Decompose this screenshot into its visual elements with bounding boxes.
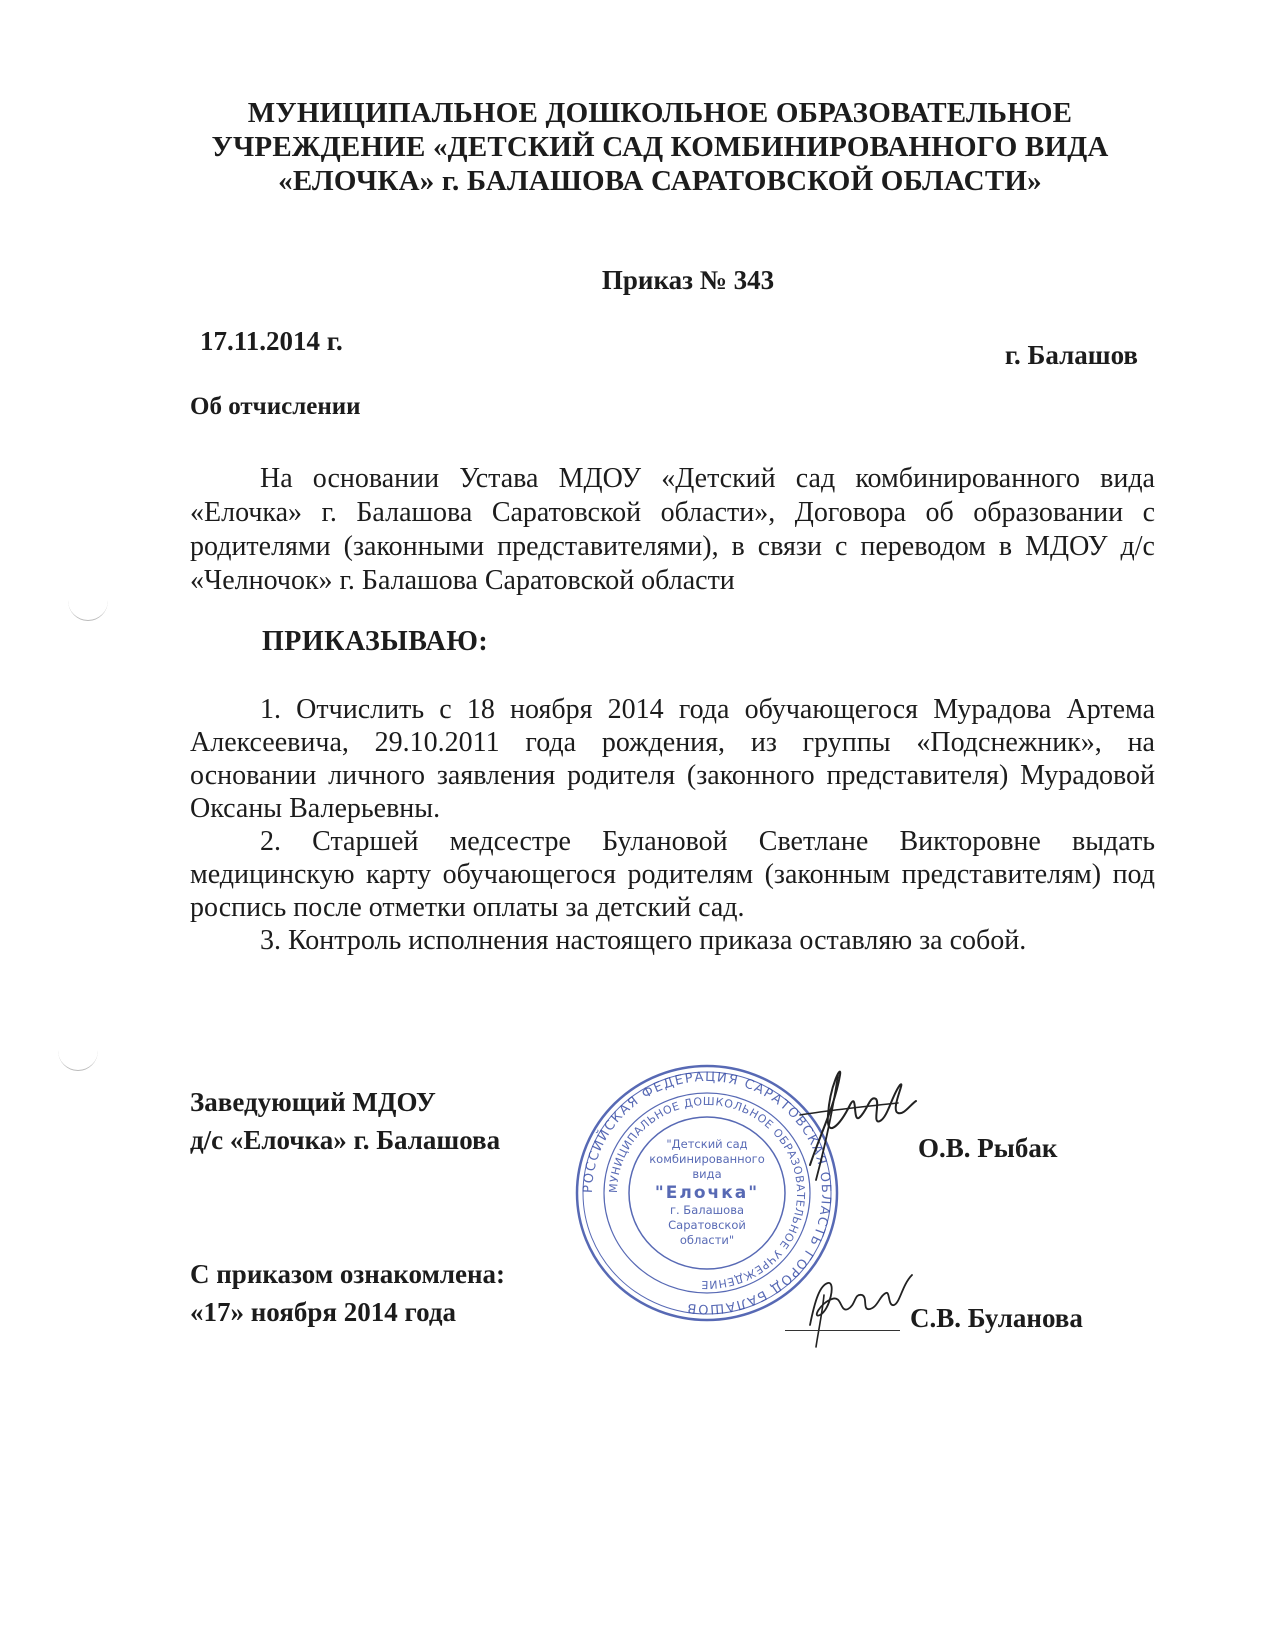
signatory-title-line: д/с «Елочка» г. Балашова xyxy=(190,1125,501,1155)
stamp-center-text: вида xyxy=(692,1167,722,1181)
acknowledgement-signature xyxy=(790,1255,920,1350)
order-item: 1. Отчислить с 18 ноября 2014 года обучающегося Мурадова Артема Алексеевича, 29.10.2011 года рождения, из группы «Подснежник», на основании личного заявления родителя (законного представителя) Мурадовой Оксаны Валерьевны. xyxy=(190,694,1155,824)
header-line: УЧРЕЖДЕНИЕ «ДЕТСКИЙ САД КОМБИНИРОВАННОГО ВИДА xyxy=(211,131,1109,163)
order-date: 17.11.2014 г. xyxy=(200,326,343,356)
order-item: 3. Контроль исполнения настоящего приказа оставляю за собой. xyxy=(260,925,1027,956)
stamp-center-text: комбинированного xyxy=(649,1152,765,1166)
order-title: Приказ № 343 xyxy=(601,265,775,295)
signatory-name: О.В. Рыбак xyxy=(918,1133,1058,1163)
basis-paragraph xyxy=(190,462,1155,598)
acknowledgement-block xyxy=(190,1255,505,1331)
institution-header xyxy=(160,96,1160,198)
acknowledger-name: С.В. Буланова xyxy=(910,1303,1083,1333)
punch-hole-mark xyxy=(58,1030,98,1071)
order-subject: Об отчислении xyxy=(190,393,361,420)
signatory-title-line: Заведующий МДОУ xyxy=(190,1087,436,1117)
stamp-center-text: области" xyxy=(679,1233,735,1247)
signatory-title xyxy=(190,1083,500,1159)
stamp-center-text: Саратовской xyxy=(668,1218,746,1232)
stamp-ring-text: МУНИЦИПАЛЬНОЕ ДОШКОЛЬНОЕ ОБРАЗОВАТЕЛЬНОЕ УЧРЕЖДЕНИЕ xyxy=(606,1094,808,1292)
stamp-outer-text: РОССИЙСКАЯ ФЕДЕРАЦИЯ САРАТОВСКАЯ ОБЛАСТЬ ГОРОД БАЛАШОВ xyxy=(580,1069,834,1317)
header-line: «ЕЛОЧКА» г. БАЛАШОВА САРАТОВСКОЙ ОБЛАСТИ» xyxy=(278,165,1042,197)
order-item: 2. Старшей медсестре Булановой Светлане Викторовне выдать медицинскую карту обучающегося родителям (законным представителям) под роспись после отметки оплаты за детский сад. xyxy=(190,826,1155,923)
order-items xyxy=(190,693,1155,957)
order-city: г. Балашов xyxy=(1004,340,1138,370)
header-line: МУНИЦИПАЛЬНОЕ ДОШКОЛЬНОЕ ОБРАЗОВАТЕЛЬНОЕ xyxy=(247,97,1073,129)
stamp-center-text: "Детский сад xyxy=(666,1137,748,1151)
decree-heading: ПРИКАЗЫВАЮ: xyxy=(262,626,489,657)
stamp-center-text: "Елочка" xyxy=(654,1183,760,1203)
director-signature xyxy=(780,1055,930,1185)
basis-text: На основании Устава МДОУ «Детский сад комбинированного вида «Елочка» г. Балашова Саратовской области», Договора об образовании с родителями (законными представителями), в связи с переводом в МДОУ д/с «Челночок» г. Балашова Саратовской области xyxy=(190,463,1155,596)
acknowledgement-date: «17» ноября 2014 года xyxy=(190,1297,456,1327)
stamp-center-text: г. Балашова xyxy=(669,1203,745,1217)
acknowledgement-line: С приказом ознакомлена: xyxy=(190,1259,506,1289)
signature-line xyxy=(785,1330,900,1331)
punch-hole-mark xyxy=(68,580,108,621)
